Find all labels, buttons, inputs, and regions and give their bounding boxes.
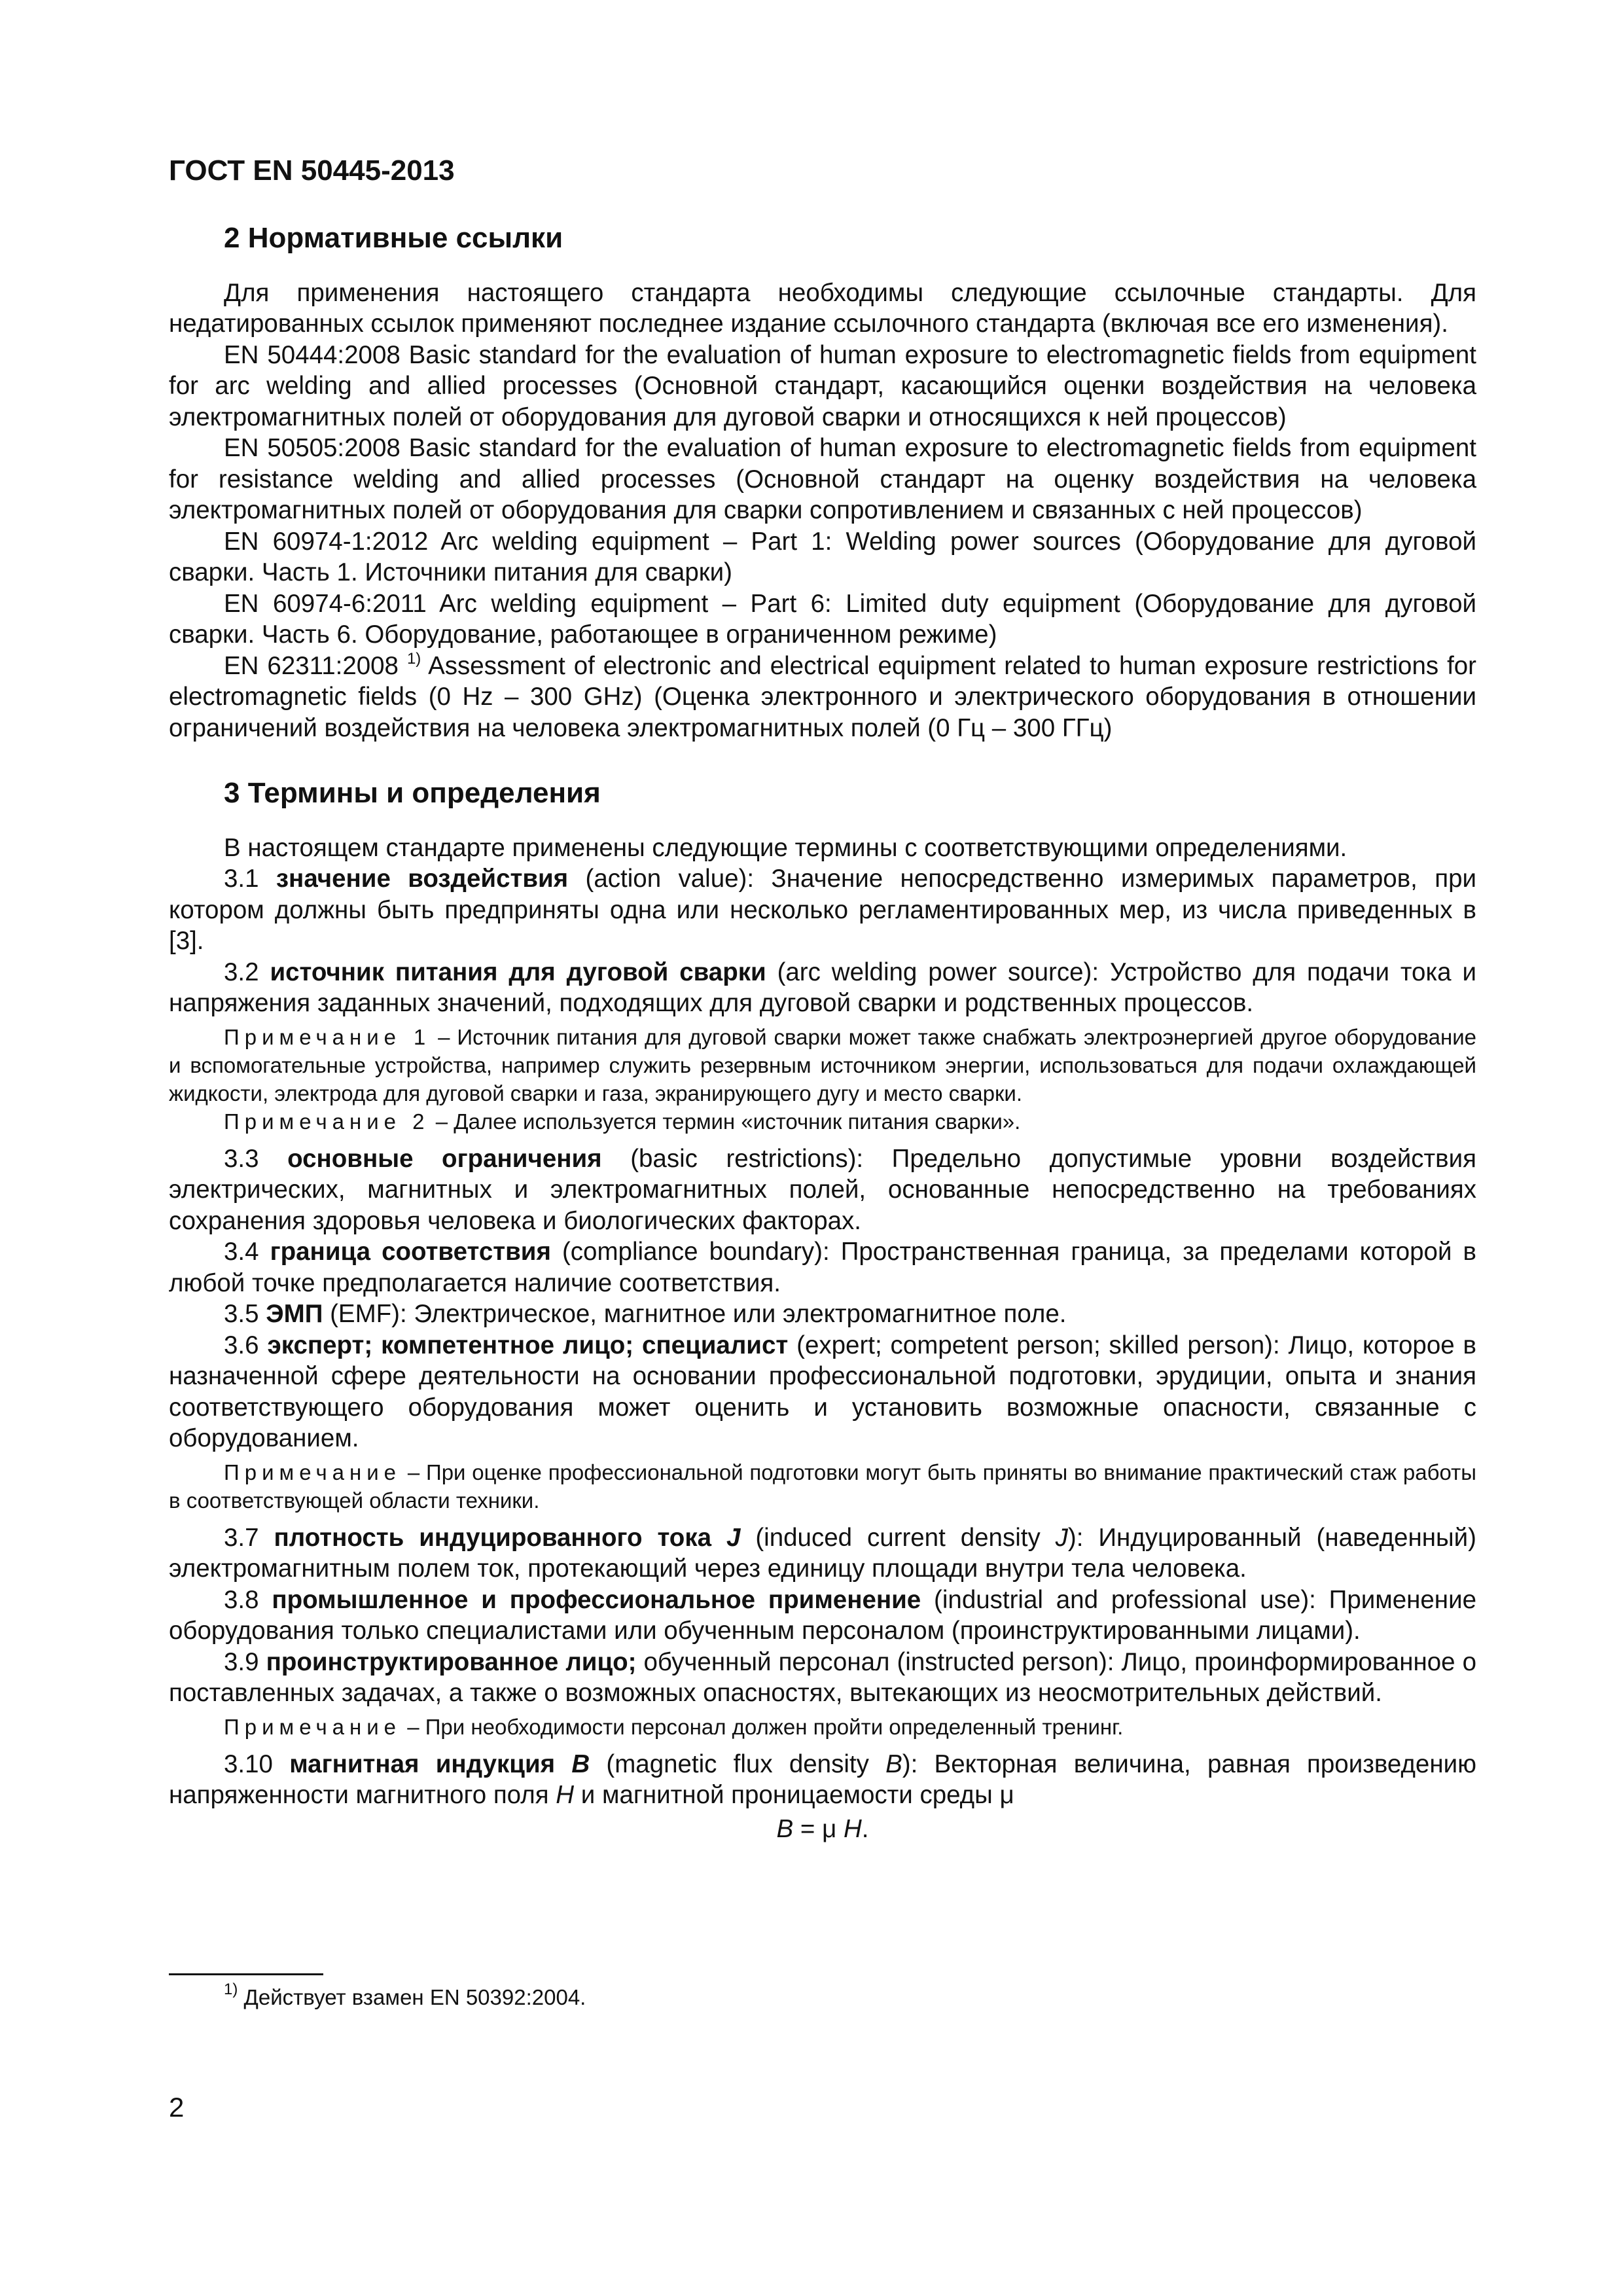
term-name: эксперт; компетентное лицо; специалист xyxy=(267,1331,789,1359)
reference-text: Assessment of electronic and electrical equipment related to human exposure restrictions for electromagnetic fields (0 Hz – 300 GHz) (Оценка электронного и электрического оборудования в отношении ограничений воздействия на человека электромагнитных полей (0 Гц – 300 ГГц) xyxy=(169,651,1476,742)
term-name: ЭМП xyxy=(266,1300,323,1328)
term-definition: 3.5 ЭМП (EMF): Электрическое, магнитное или электромагнитное поле. xyxy=(224,1300,1067,1328)
term-name: промышленное и профессиональное применение xyxy=(272,1585,921,1614)
footnote-separator xyxy=(169,1973,323,1975)
term-name: магнитная индукция B xyxy=(289,1749,590,1778)
term-definition: 3.1 значение воздействия (action value): Значение непосредственно измеримых параметров, при котором должны быть предприняты одна или несколько регламентированных мер, из числа приведенных в [3]. xyxy=(169,865,1476,955)
section-3-title: 3 Термины и определения xyxy=(224,777,601,809)
document-code-header: ГОСТ EN 50445-2013 xyxy=(169,154,455,187)
term-definition: 3.9 проинструктированное лицо; обученный персонал (instructed person): Лицо, проинформированное о поставленных задачах, а также о возможных опасностях, вытекающих из неосмотрительных действий. xyxy=(169,1647,1476,1707)
reference-item xyxy=(169,651,1476,744)
term-definition: 3.4 граница соответствия (compliance boundary): Пространственная граница, за пределами которой в любой точке предполагается наличие соответствия. xyxy=(169,1238,1476,1297)
term-name: значение воздействия xyxy=(276,865,569,893)
footnote xyxy=(224,1981,586,2011)
formula: B = μ H. xyxy=(776,1814,869,1843)
note-label: Примечание 2 xyxy=(224,1109,430,1134)
reference-item: EN 60974-1:2012 Arc welding equipment – Part 1: Welding power sources (Оборудование для дуговой сварки. Часть 1. Источники питания для сварки) xyxy=(169,527,1476,586)
term-definition: 3.3 основные ограничения (basic restrictions): Предельно допустимые уровни воздействия электрических, магнитных и электромагнитных полей, основанные непосредственно на требованиях сохранения здоровья человека и биологических факторах. xyxy=(169,1144,1476,1235)
term-name: источник питания для дуговой сварки xyxy=(270,958,766,986)
footnote-text: Действует взамен EN 50392:2004. xyxy=(243,1985,586,2009)
term-name: граница соответствия xyxy=(270,1238,551,1266)
section-3-intro: В настоящем стандарте применены следующие термины с соответствующими определениями. xyxy=(224,833,1347,862)
section-2-title: 2 Нормативные ссылки xyxy=(224,222,563,254)
note: Примечание – При необходимости персонал должен пройти определенный тренинг. xyxy=(224,1714,1124,1739)
term-definition: 3.7 плотность индуцированного тока J (induced current density J): Индуцированный (наведенный) электромагнитным полем ток, протекающий через единицу площади внутри тела человека. xyxy=(169,1523,1476,1583)
note-label: Примечание xyxy=(224,1460,402,1484)
reference-item: EN 50505:2008 Basic standard for the evaluation of human exposure to electromagnetic fields from equipment for resistance welding and allied processes (Основной стандарт на оценку воздействия на человека электромагнитных полей от оборудования для сварки сопротивлением и связанных с ней процессов) xyxy=(169,434,1476,524)
note: Примечание 1 – Источник питания для дуговой сварки может также снабжать электроэнергией другое оборудование и вспомогательные устройства, например служить резервным источником энергии, использоваться для подачи охлаждающей жидкости, электрода для дуговой сварки и газа, экранирующего дугу и место сварки. xyxy=(169,1024,1476,1105)
reference-item: EN 60974-6:2011 Arc welding equipment – Part 6: Limited duty equipment (Оборудование для дуговой сварки. Часть 6. Оборудование, работающее в ограниченном режиме) xyxy=(169,589,1476,649)
term-name: плотность индуцированного тока J xyxy=(274,1523,741,1552)
footnote-marker: 1) xyxy=(406,649,421,668)
footnote-marker: 1) xyxy=(224,1981,238,1998)
reference-code: EN 62311:2008 xyxy=(224,651,399,680)
term-definition: 3.6 эксперт; компетентное лицо; специалист (expert; competent person; skilled person): Лицо, которое в назначенной сфере деятельности на основании профессиональной подготовки, эрудиции, опыта и знания соответствующего оборудования может оценить и установить возможные опасности, связанные с оборудованием. xyxy=(169,1331,1476,1452)
page-number: 2 xyxy=(169,2092,185,2123)
note: Примечание – При оценке профессиональной подготовки могут быть приняты во внимание практический стаж работы в соответствующей области техники. xyxy=(169,1460,1477,1513)
term-definition: 3.8 промышленное и профессиональное применение (industrial and professional use): Применение оборудования только специалистами или обученным персоналом (проинструктированными лицами). xyxy=(169,1585,1476,1645)
section-2-intro: Для применения настоящего стандарта необходимы следующие ссылочные стандарты. Для недатированных ссылок применяют последнее издание ссылочного стандарта (включая все его изменения). xyxy=(169,278,1476,338)
note-label: Примечание 1 xyxy=(224,1024,431,1049)
page-content xyxy=(169,223,1476,1844)
note-label: Примечание xyxy=(224,1714,402,1739)
term-name: проинструктированное лицо; xyxy=(266,1647,637,1676)
reference-item: EN 50444:2008 Basic standard for the evaluation of human exposure to electromagnetic fields from equipment for arc welding and allied processes (Основной стандарт, касающийся оценки воздействия на человека электромагнитных полей от оборудования для дуговой сварки и относящихся к ней процессов) xyxy=(169,340,1476,431)
note: Примечание 2 – Далее используется термин «источник питания сварки». xyxy=(224,1109,1021,1134)
term-name: основные ограничения xyxy=(287,1144,602,1173)
term-definition: 3.2 источник питания для дуговой сварки (arc welding power source): Устройство для подачи тока и напряжения заданных значений, подходящих для дуговой сварки и родственных процессов. xyxy=(169,958,1476,1017)
term-definition: 3.10 магнитная индукция B (magnetic flux density B): Векторная величина, равная произведению напряженности магнитного поля H и магнитной проницаемости среды μ xyxy=(169,1749,1476,1809)
